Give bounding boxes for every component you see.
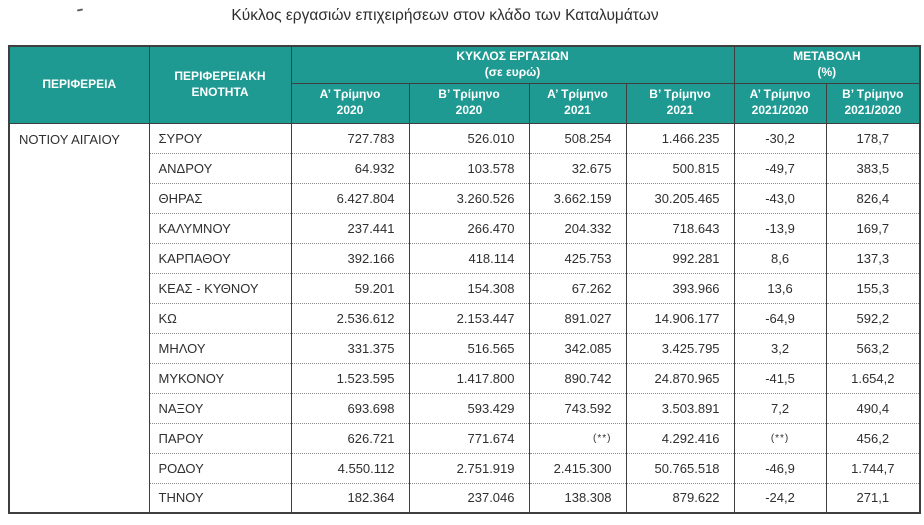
value-cell: 516.565 — [409, 333, 529, 363]
value-cell: 508.254 — [529, 123, 626, 153]
value-cell-suppressed: (**) — [529, 423, 626, 453]
col-header-region: ΠΕΡΙΦΕΡΕΙΑ — [9, 46, 149, 123]
change-cell: -41,5 — [734, 363, 826, 393]
col-group-change — [734, 46, 920, 83]
col-group-change-line2: (%) — [817, 64, 837, 79]
value-cell: 342.085 — [529, 333, 626, 363]
value-cell: 6.427.804 — [291, 183, 409, 213]
unit-cell: ΜΗΛΟΥ — [149, 333, 291, 363]
value-cell: 237.441 — [291, 213, 409, 243]
change-cell: 383,5 — [826, 153, 920, 183]
change-cell: 169,7 — [826, 213, 920, 243]
change-cell: 271,1 — [826, 483, 920, 513]
unit-cell: ΠΑΡΟΥ — [149, 423, 291, 453]
value-cell: 2.415.300 — [529, 453, 626, 483]
change-cell: -49,7 — [734, 153, 826, 183]
value-cell: 425.753 — [529, 243, 626, 273]
change-cell: -64,9 — [734, 303, 826, 333]
change-cell: 3,2 — [734, 333, 826, 363]
table-body — [9, 123, 920, 513]
value-cell: 154.308 — [409, 273, 529, 303]
value-cell: 1.523.595 — [291, 363, 409, 393]
value-cell: 3.425.795 — [626, 333, 734, 363]
value-cell: 626.721 — [291, 423, 409, 453]
change-cell: -43,0 — [734, 183, 826, 213]
col-group-turnover — [291, 46, 734, 83]
value-cell: 204.332 — [529, 213, 626, 243]
value-cell: 3.662.159 — [529, 183, 626, 213]
change-cell: 1.654,2 — [826, 363, 920, 393]
change-cell: -13,9 — [734, 213, 826, 243]
col-header-q1-2020: Α’ Τρίμηνο 2020 — [291, 83, 409, 123]
change-cell: 7,2 — [734, 393, 826, 423]
value-cell: 526.010 — [409, 123, 529, 153]
region-cell: ΝΟΤΙΟΥ ΑΙΓΑΙΟΥ — [9, 123, 149, 513]
col-group-turnover-line2: (σε ευρώ) — [484, 64, 541, 79]
value-cell: 500.815 — [626, 153, 734, 183]
col-group-turnover-line1: ΚΥΚΛΟΣ ΕΡΓΑΣΙΩΝ — [456, 49, 569, 64]
unit-cell: ΣΥΡΟΥ — [149, 123, 291, 153]
value-cell: 24.870.965 — [626, 363, 734, 393]
value-cell: 2.153.447 — [409, 303, 529, 333]
value-cell: 266.470 — [409, 213, 529, 243]
change-cell: 456,2 — [826, 423, 920, 453]
value-cell: 718.643 — [626, 213, 734, 243]
col-header-regional-unit-line2: ΕΝΟΤΗΤΑ — [191, 84, 249, 99]
change-cell: 490,4 — [826, 393, 920, 423]
col-header-change-q2: Β’ Τρίμηνο 2021/2020 — [826, 83, 920, 123]
value-cell: 1.466.235 — [626, 123, 734, 153]
col-header-q2-2021: Β’ Τρίμηνο 2021 — [626, 83, 734, 123]
value-cell: 392.166 — [291, 243, 409, 273]
value-cell: 59.201 — [291, 273, 409, 303]
change-cell: -46,9 — [734, 453, 826, 483]
change-cell: 1.744,7 — [826, 453, 920, 483]
value-cell: 64.932 — [291, 153, 409, 183]
value-cell: 771.674 — [409, 423, 529, 453]
col-header-change-q1: Α’ Τρίμηνο 2021/2020 — [734, 83, 826, 123]
unit-cell: ΚΑΛΥΜΝΟΥ — [149, 213, 291, 243]
value-cell: 3.503.891 — [626, 393, 734, 423]
value-cell: 237.046 — [409, 483, 529, 513]
value-cell: 992.281 — [626, 243, 734, 273]
value-cell: 50.765.518 — [626, 453, 734, 483]
value-cell: 693.698 — [291, 393, 409, 423]
value-cell: 743.592 — [529, 393, 626, 423]
unit-cell: ΚΩ — [149, 303, 291, 333]
value-cell: 14.906.177 — [626, 303, 734, 333]
value-cell: 593.429 — [409, 393, 529, 423]
change-cell: -30,2 — [734, 123, 826, 153]
table-header — [9, 46, 920, 123]
page-title: Κύκλος εργασιών επιχειρήσεων στον κλάδο των Καταλυμάτων — [231, 7, 659, 24]
value-cell: 418.114 — [409, 243, 529, 273]
unit-cell: ΝΑΞΟΥ — [149, 393, 291, 423]
value-cell: 32.675 — [529, 153, 626, 183]
unit-cell: ΑΝΔΡΟΥ — [149, 153, 291, 183]
col-header-q2-2020: Β’ Τρίμηνο 2020 — [409, 83, 529, 123]
col-header-regional-unit-line1: ΠΕΡΙΦΕΡΕΙΑΚΗ — [174, 69, 266, 84]
value-cell: 4.550.112 — [291, 453, 409, 483]
unit-cell: ΤΗΝΟΥ — [149, 483, 291, 513]
change-cell: 592,2 — [826, 303, 920, 333]
change-cell: 8,6 — [734, 243, 826, 273]
col-header-q1-2021: Α’ Τρίμηνο 2021 — [529, 83, 626, 123]
change-cell: -24,2 — [734, 483, 826, 513]
value-cell: 891.027 — [529, 303, 626, 333]
change-cell: 13,6 — [734, 273, 826, 303]
unit-cell: ΚΕΑΣ - ΚΥΘΝΟΥ — [149, 273, 291, 303]
unit-cell: ΜΥΚΟΝΟΥ — [149, 363, 291, 393]
value-cell: 182.364 — [291, 483, 409, 513]
value-cell: 30.205.465 — [626, 183, 734, 213]
col-group-change-line1: ΜΕΤΑΒΟΛΗ — [793, 49, 861, 64]
value-cell: 331.375 — [291, 333, 409, 363]
value-cell: 393.966 — [626, 273, 734, 303]
value-cell: 879.622 — [626, 483, 734, 513]
value-cell: 138.308 — [529, 483, 626, 513]
value-cell: 2.536.612 — [291, 303, 409, 333]
change-cell: 178,7 — [826, 123, 920, 153]
value-cell: 2.751.919 — [409, 453, 529, 483]
value-cell: 1.417.800 — [409, 363, 529, 393]
table-row — [9, 123, 920, 153]
unit-cell: ΘΗΡΑΣ — [149, 183, 291, 213]
value-cell: 727.783 — [291, 123, 409, 153]
change-cell: 826,4 — [826, 183, 920, 213]
unit-cell: ΚΑΡΠΑΘΟΥ — [149, 243, 291, 273]
value-cell: 67.262 — [529, 273, 626, 303]
unit-cell: ΡΟΔΟΥ — [149, 453, 291, 483]
change-cell-suppressed: (**) — [734, 423, 826, 453]
change-cell: 155,3 — [826, 273, 920, 303]
value-cell: 103.578 — [409, 153, 529, 183]
value-cell: 4.292.416 — [626, 423, 734, 453]
value-cell: 890.742 — [529, 363, 626, 393]
value-cell: 3.260.526 — [409, 183, 529, 213]
change-cell: 563,2 — [826, 333, 920, 363]
change-cell: 137,3 — [826, 243, 920, 273]
turnover-table — [8, 45, 921, 514]
col-header-regional-unit — [149, 46, 291, 123]
